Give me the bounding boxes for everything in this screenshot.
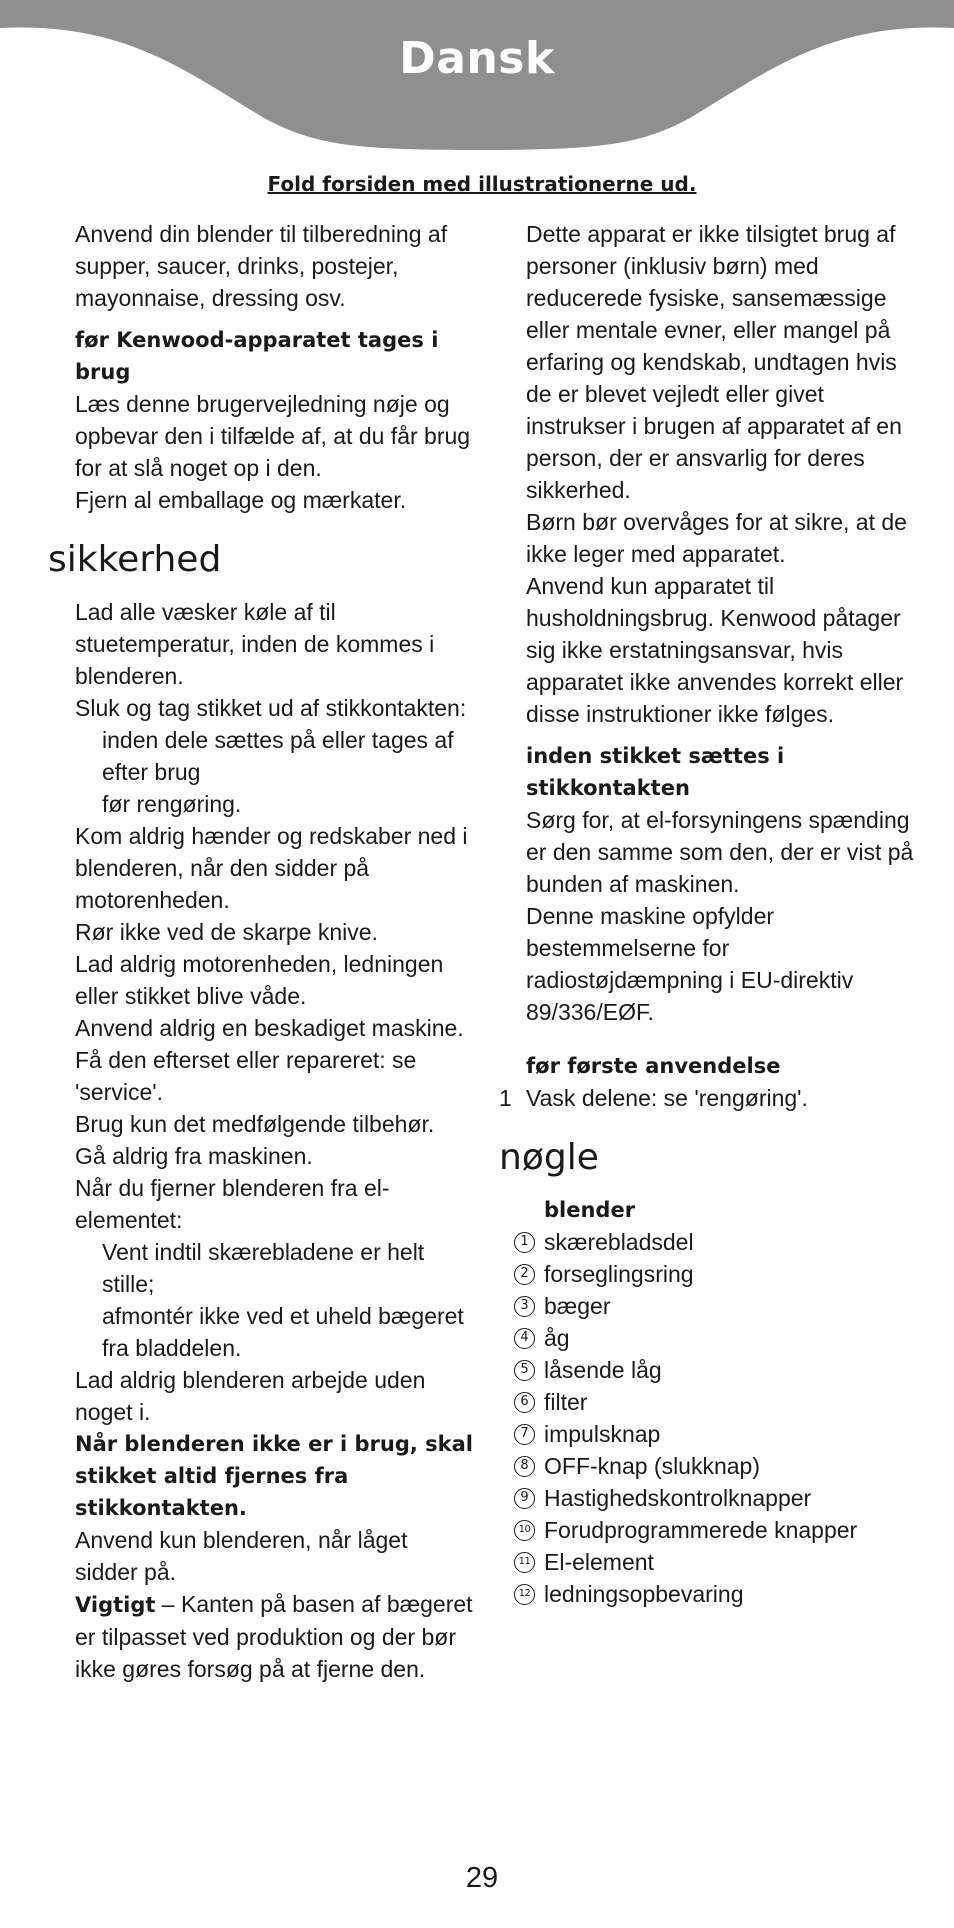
safety-item: Sluk og tag stikket ud af stikkontakten:	[75, 695, 467, 721]
key-item	[520, 1322, 926, 1354]
key-item	[518, 1546, 926, 1578]
safety-item: Lad aldrig motorenheden, ledningen eller stikket blive våde.	[75, 951, 444, 1009]
item-number-circle: 7	[514, 1424, 535, 1445]
intro-text: Anvend din blender til tilberedning af supper, saucer, drinks, postejer, mayonnaise, dressing osv.	[75, 221, 448, 311]
safety-item: Anvend kun apparatet til husholdningsbrug. Kenwood påtager sig ikke erstatningsansvar, hvis apparatet ikke anvendes korrekt eller disse instruktioner ikke følges.	[526, 573, 904, 727]
item-label: Forudprogrammerede knapper	[544, 1517, 858, 1543]
plug-heading: inden stikket sættes i stikkontakten	[526, 744, 785, 800]
item-number-circle: 10	[514, 1520, 535, 1541]
item-number-circle: 5	[514, 1360, 535, 1381]
item-number-circle: 6	[514, 1392, 535, 1413]
key-subheading: blender	[544, 1198, 636, 1222]
safety-warning: Når blenderen ikke er i brug, skal stikket altid fjernes fra stikkontakten.	[75, 1432, 474, 1520]
item-label: åg	[544, 1325, 570, 1351]
safety-item: Brug kun det medfølgende tilbehør.	[75, 1111, 435, 1137]
safety-subitem: Vent indtil skærebladene er helt stille;	[102, 1239, 425, 1297]
before-use-text: Læs denne brugervejledning nøje og opbevar den i tilfælde af, at du får brug for at slå noget op i den.	[75, 391, 471, 481]
safety-item: Anvend kun blenderen, når låget sidder på.	[75, 1527, 408, 1585]
step-number: 1	[499, 1085, 512, 1111]
right-column	[499, 218, 926, 1610]
item-label: låsende låg	[544, 1357, 662, 1383]
item-number-circle: 8	[514, 1456, 535, 1477]
important-text: – Kanten på basen af bægeret er tilpasset ved produktion og der bør ikke gøres forsøg på at fjerne den.	[75, 1591, 473, 1682]
key-list	[518, 1226, 926, 1610]
key-item	[520, 1418, 926, 1450]
before-use-text: Fjern al emballage og mærkater.	[75, 487, 407, 513]
important-label: Vigtigt	[75, 1593, 156, 1617]
safety-item: Børn bør overvåges for at sikre, at de ikke leger med apparatet.	[526, 509, 907, 567]
safety-item: Når du fjerner blenderen fra el-elementet:	[75, 1175, 390, 1233]
item-label: ledningsopbevaring	[544, 1581, 744, 1607]
plug-text: Denne maskine opfylder bestemmelserne for radiostøjdæmpning i EU-direktiv 89/336/EØF.	[526, 903, 854, 1025]
first-use-step	[499, 1082, 926, 1114]
item-label: skærebladsdel	[544, 1229, 694, 1255]
safety-item: Lad alle væsker køle af til stuetemperatur, inden de kommes i blenderen.	[75, 599, 435, 689]
key-section-title: nøgle	[499, 1137, 599, 1178]
first-use-heading: før første anvendelse	[526, 1054, 781, 1078]
safety-item: Anvend aldrig en beskadiget maskine. Få den efterset eller repareret: se 'service'.	[75, 1015, 464, 1105]
safety-section-title: sikkerhed	[48, 539, 222, 580]
page-number: 29	[465, 1862, 499, 1894]
fold-note: Fold forsiden med illustrationerne ud.	[267, 172, 697, 196]
key-item	[520, 1450, 926, 1482]
safety-item: Kom aldrig hænder og redskaber ned i blenderen, når den sidder på motorenheden.	[75, 823, 468, 913]
plug-text: Sørg for, at el-forsyningens spænding er den samme som den, der er vist på bunden af maskinen.	[526, 807, 914, 897]
key-item	[520, 1354, 926, 1386]
key-item	[520, 1290, 926, 1322]
safety-subitem: før rengøring.	[102, 791, 242, 817]
before-use-heading: før Kenwood-apparatet tages i brug	[75, 328, 439, 384]
item-number-circle: 4	[514, 1328, 535, 1349]
item-number-circle: 1	[514, 1232, 535, 1253]
key-item	[518, 1578, 926, 1610]
key-item	[520, 1482, 926, 1514]
safety-item: Rør ikke ved de skarpe knive.	[75, 919, 378, 945]
item-number-circle: 12	[514, 1584, 535, 1605]
item-number-circle: 9	[514, 1488, 535, 1509]
item-number-circle: 2	[514, 1264, 535, 1285]
item-label: El-element	[544, 1549, 654, 1575]
item-label: OFF-knap (slukknap)	[544, 1453, 761, 1479]
item-label: forseglingsring	[544, 1261, 694, 1287]
item-number-circle: 3	[514, 1296, 535, 1317]
key-item	[520, 1226, 926, 1258]
item-label: impulsknap	[544, 1421, 661, 1447]
important-note	[75, 1588, 475, 1685]
safety-item: Dette apparat er ikke tilsigtet brug af personer (inklusiv børn) med reducerede fysiske, sansemæssige eller mentale evner, eller mangel på erfaring og kendskab, undtagen hvis de er blevet vejledt eller givet instrukser i brugen af apparatet af en person, der er ansvarlig for deres sikkerhed.	[526, 221, 902, 503]
safety-item: Lad aldrig blenderen arbejde uden noget i.	[75, 1367, 426, 1425]
page-header	[0, 0, 954, 160]
item-label: bæger	[544, 1293, 611, 1319]
left-column	[48, 218, 475, 1685]
safety-subitem: afmontér ikke ved et uheld bægeret fra bladdelen.	[102, 1303, 464, 1361]
key-item	[518, 1514, 926, 1546]
item-number-circle: 11	[514, 1552, 535, 1573]
key-item	[520, 1258, 926, 1290]
safety-subitem: inden dele sættes på eller tages af efter brug	[102, 727, 454, 785]
key-item	[520, 1386, 926, 1418]
step-text: Vask delene: se 'rengøring'.	[526, 1085, 808, 1111]
item-label: filter	[544, 1389, 588, 1415]
item-label: Hastighedskontrolknapper	[544, 1485, 812, 1511]
language-title: Dansk	[399, 33, 555, 84]
safety-item: Gå aldrig fra maskinen.	[75, 1143, 313, 1169]
